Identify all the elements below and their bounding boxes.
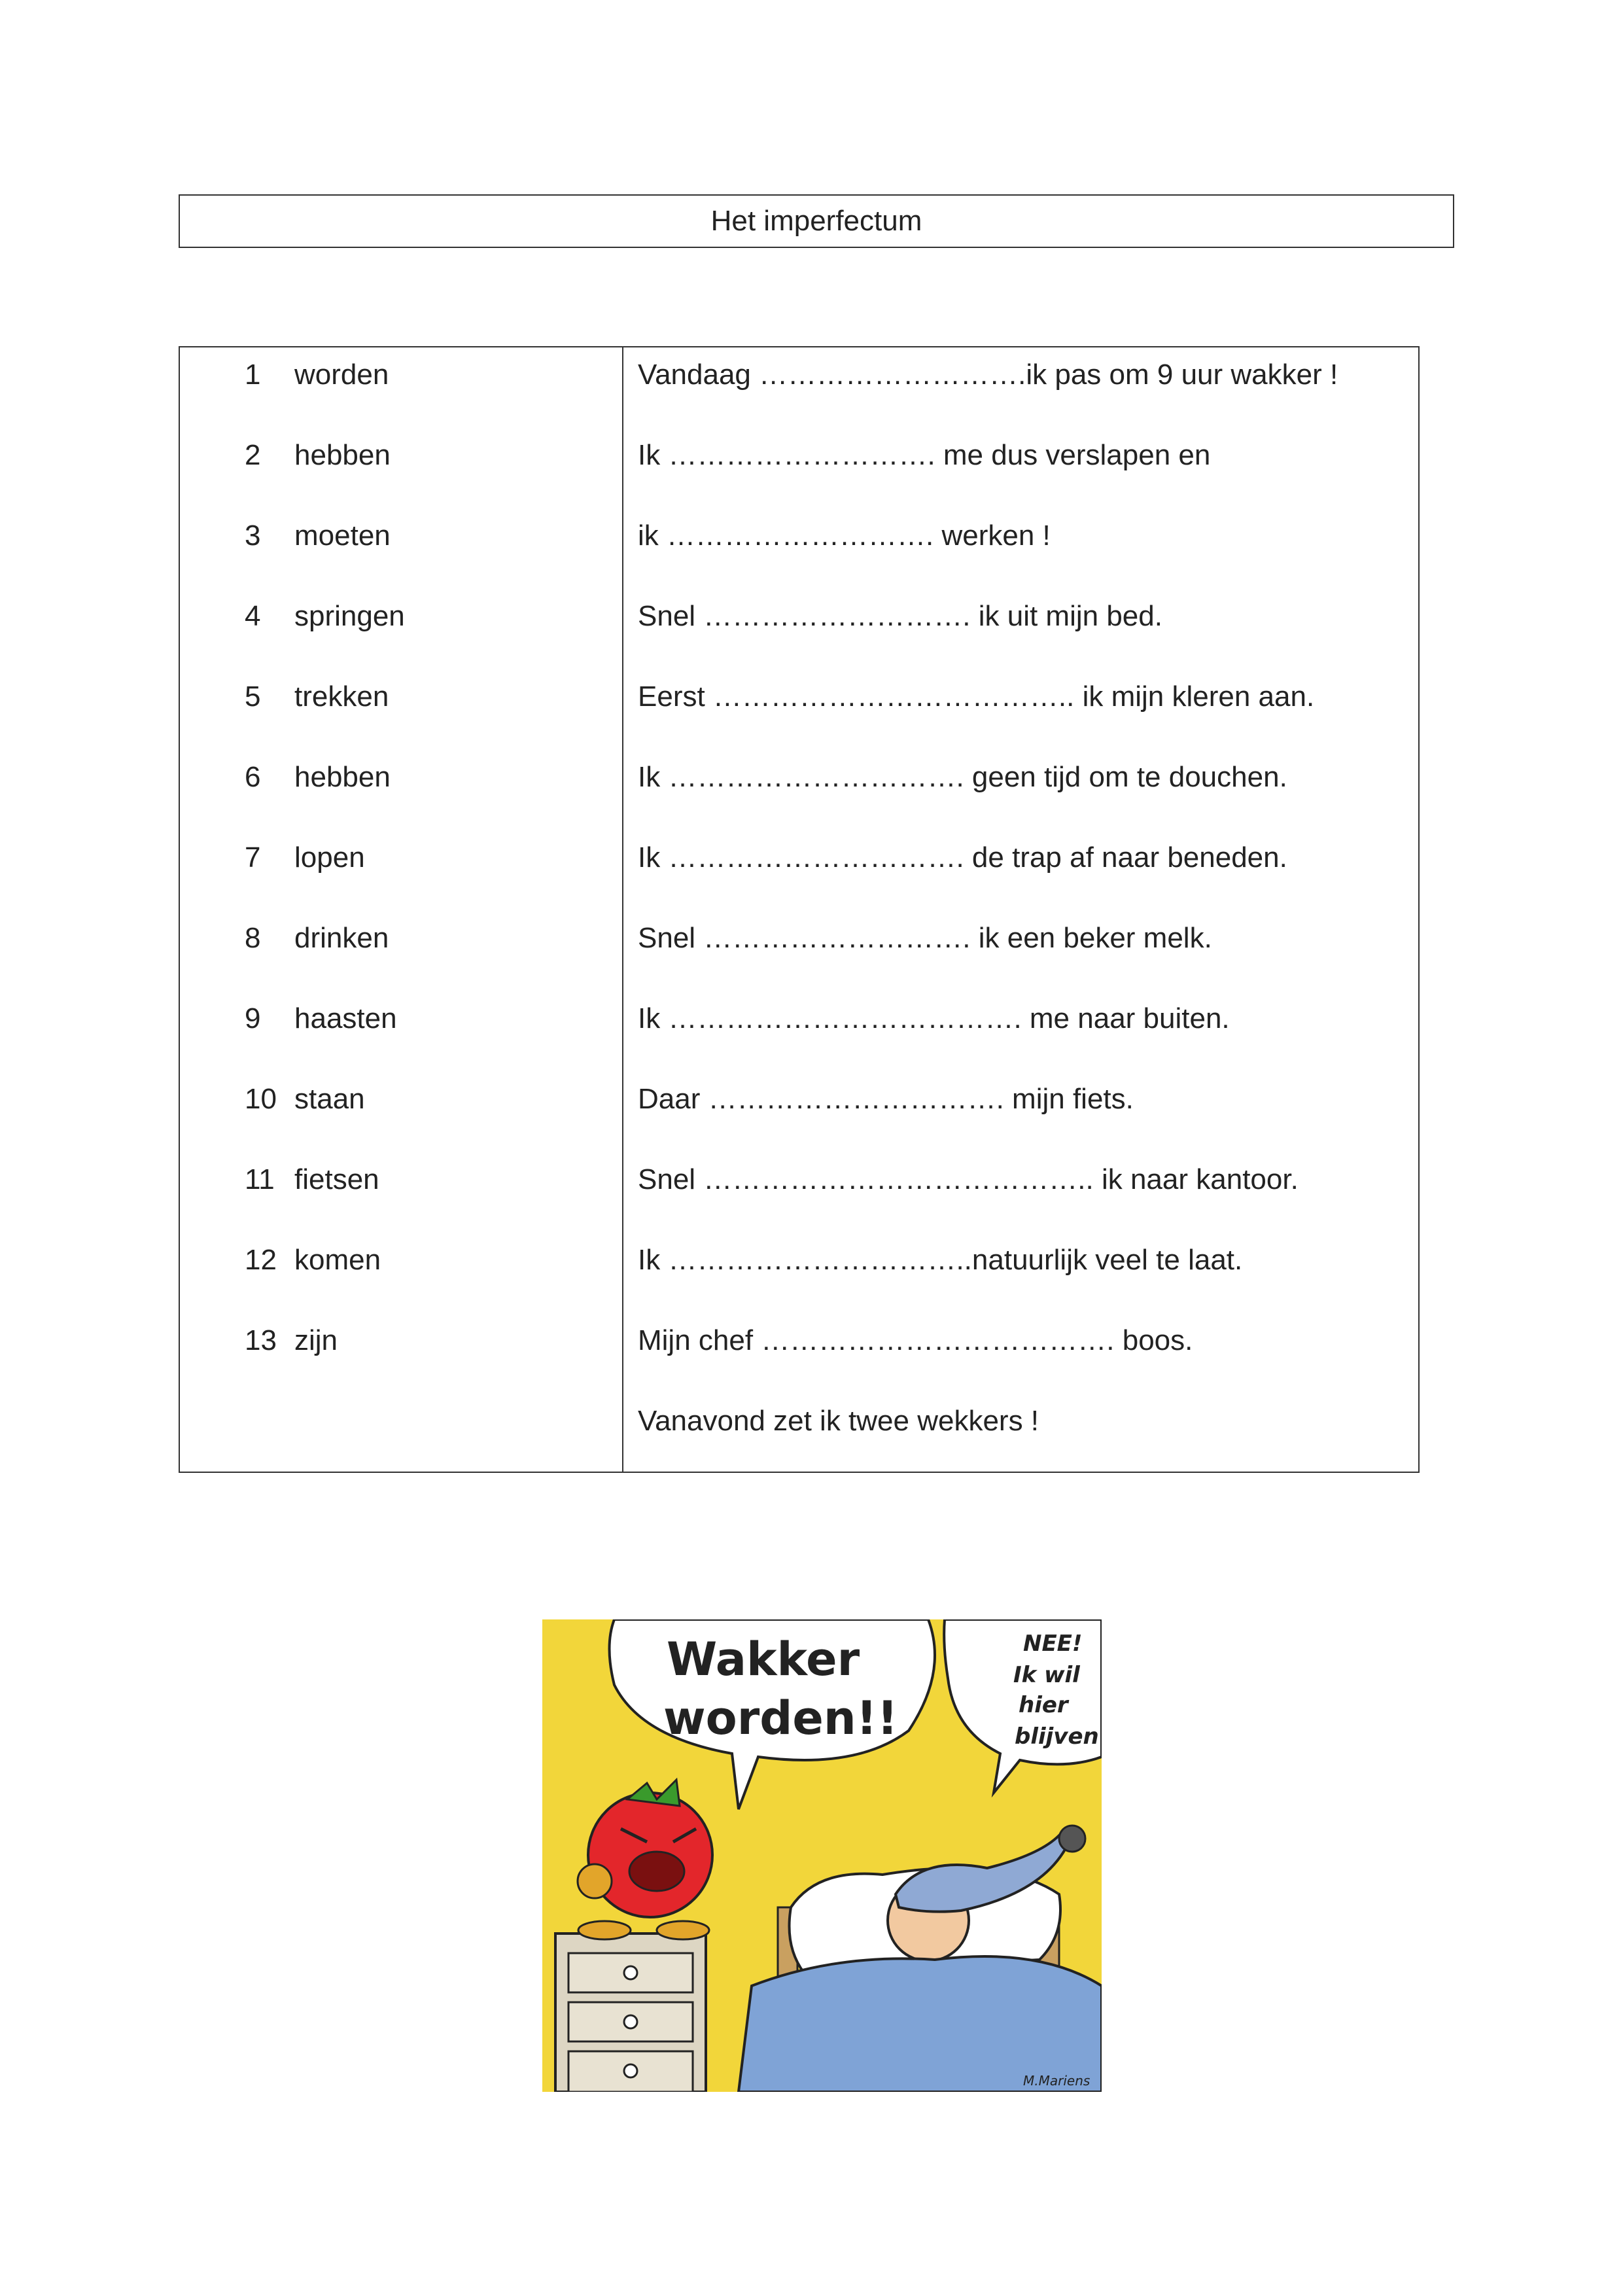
drawer-knob	[624, 2064, 637, 2077]
nightcap-pompom	[1059, 1826, 1085, 1852]
row-sentence: ik ………………………. werken !	[638, 520, 1051, 552]
row-number: 7	[245, 841, 261, 874]
tomato-fist	[578, 1864, 612, 1898]
row-sentence: Vanavond zet ik twee wekkers !	[638, 1405, 1039, 1437]
row-number: 4	[245, 600, 261, 632]
bubble-left-line2: worden!!	[663, 1691, 898, 1745]
drawer-knob	[624, 1966, 637, 1979]
table-row	[180, 1234, 1418, 1286]
tomato-mouth	[629, 1852, 684, 1891]
row-sentence: Snel ………………………. ik een beker melk.	[638, 922, 1212, 954]
row-verb: hebben	[294, 439, 391, 471]
row-number: 11	[245, 1163, 275, 1195]
drawer-knob	[624, 2015, 637, 2028]
row-sentence: Ik …………………………. de trap af naar beneden.	[638, 841, 1287, 874]
table-row	[180, 429, 1418, 482]
row-verb: trekken	[294, 680, 389, 713]
row-sentence: Ik ………………………………. me naar buiten.	[638, 1002, 1230, 1034]
cartoon-signature: M.Mariens	[1023, 2073, 1091, 2089]
row-sentence: Vandaag ……………………….ik pas om 9 uur wakker !	[638, 359, 1338, 391]
row-verb: moeten	[294, 520, 391, 552]
table-row	[180, 590, 1418, 643]
row-sentence: Eerst ……………………………….. ik mijn kleren aan.	[638, 680, 1315, 713]
table-row	[180, 671, 1418, 723]
tomato-foot	[578, 1921, 631, 1939]
table-row	[180, 349, 1418, 401]
row-number: 8	[245, 922, 261, 954]
alarm-cartoon	[542, 1619, 1102, 2092]
row-number: 10	[245, 1083, 277, 1115]
table-row	[180, 832, 1418, 884]
row-number: 13	[245, 1324, 277, 1356]
row-number: 5	[245, 680, 261, 713]
row-verb: haasten	[294, 1002, 397, 1034]
tomato-foot	[657, 1921, 709, 1939]
blanket	[739, 1956, 1102, 2092]
row-verb: zijn	[294, 1324, 338, 1356]
exercise-table	[179, 346, 1420, 1473]
row-verb: drinken	[294, 922, 389, 954]
row-number: 6	[245, 761, 261, 793]
row-number: 3	[245, 520, 261, 552]
row-verb: fietsen	[294, 1163, 379, 1195]
row-number: 9	[245, 1002, 261, 1034]
page-title: Het imperfectum	[179, 194, 1454, 248]
row-sentence: Ik ………………………. me dus verslapen en	[638, 439, 1211, 471]
bubble-right-line4: blijven	[1015, 1723, 1099, 1750]
table-row	[180, 751, 1418, 804]
row-sentence: Snel ………………………………….. ik naar kantoor.	[638, 1163, 1299, 1195]
row-sentence: Mijn chef ………………………………. boos.	[638, 1324, 1193, 1356]
row-verb: worden	[294, 359, 389, 391]
row-number: 2	[245, 439, 261, 471]
table-row	[180, 993, 1418, 1045]
row-number: 1	[245, 359, 261, 391]
row-number: 12	[245, 1244, 277, 1276]
row-sentence: Snel ………………………. ik uit mijn bed.	[638, 600, 1162, 632]
bubble-right-line3: hier	[1019, 1692, 1068, 1718]
row-sentence: Ik …………………………..natuurlijk veel te laat.	[638, 1244, 1243, 1276]
table-row	[180, 1073, 1418, 1125]
table-row	[180, 510, 1418, 562]
row-verb: lopen	[294, 841, 365, 874]
bubble-right-line2: Ik wil	[1013, 1662, 1080, 1688]
row-verb: hebben	[294, 761, 391, 793]
row-sentence: Daar …………………………. mijn fiets.	[638, 1083, 1134, 1115]
bubble-right-line1: NEE!	[1023, 1631, 1083, 1657]
row-sentence: Ik …………………………. geen tijd om te douchen.	[638, 761, 1287, 793]
row-verb: staan	[294, 1083, 365, 1115]
table-row	[180, 1315, 1418, 1367]
table-row	[180, 912, 1418, 964]
row-verb: komen	[294, 1244, 381, 1276]
table-row	[180, 1154, 1418, 1206]
row-verb: springen	[294, 600, 405, 632]
bubble-left-line1: Wakker	[667, 1633, 860, 1686]
cartoon-illustration	[542, 1619, 1102, 2092]
table-row	[180, 1395, 1418, 1447]
